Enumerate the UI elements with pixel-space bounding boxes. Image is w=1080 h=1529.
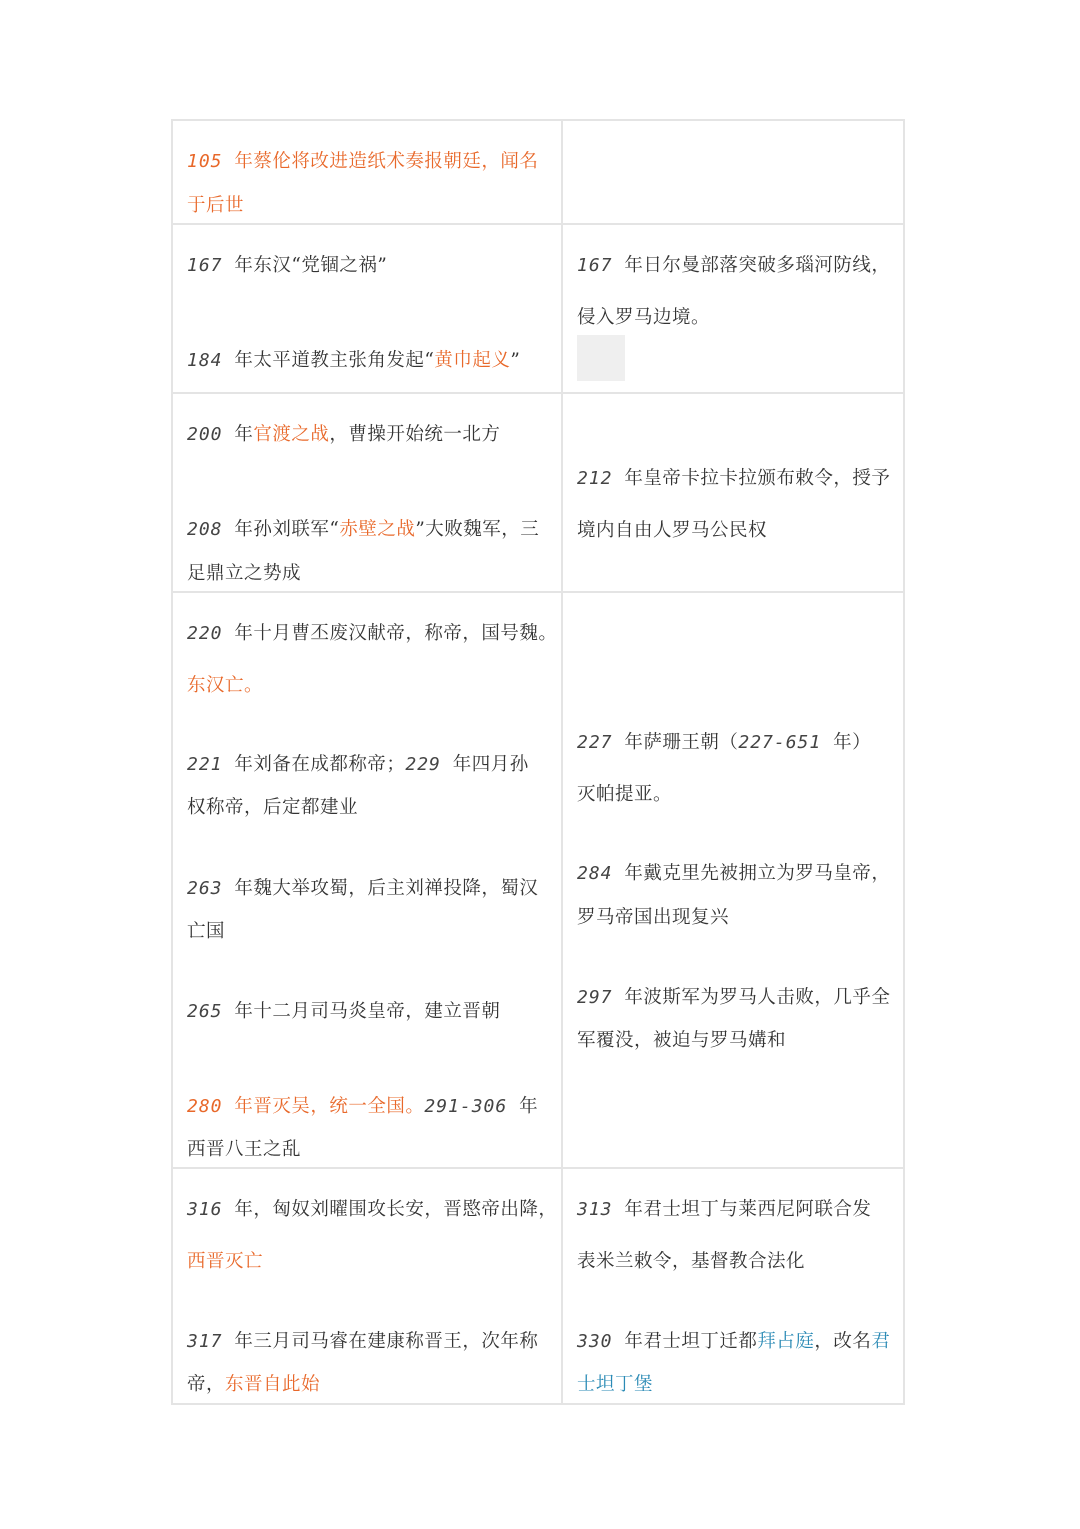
timeline-text: 212 xyxy=(577,468,625,489)
timeline-text: 君 xyxy=(871,1331,891,1352)
timeline-text: 年太平道教主张角发起“ xyxy=(234,350,435,371)
timeline-line xyxy=(187,147,551,173)
timeline-text: 167 xyxy=(187,255,235,276)
timeline-text: ” xyxy=(510,350,521,371)
timeline-line xyxy=(187,619,558,645)
timeline-text: 年东汉“党锢之祸” xyxy=(234,255,388,276)
timeline-line xyxy=(187,917,551,943)
timeline-line xyxy=(577,780,893,806)
timeline-line xyxy=(577,1327,893,1353)
timeline-text: 200 xyxy=(187,424,235,445)
china-cell xyxy=(173,121,563,223)
timeline-text: 229 xyxy=(405,754,453,775)
timeline-text: 年日尔曼部落突破多瑙河防线， xyxy=(624,255,891,276)
timeline-line xyxy=(577,1026,893,1052)
timeline-text: 317 xyxy=(187,1331,235,1352)
timeline-text: 年四月孙 xyxy=(452,754,529,775)
timeline-text: 年萨珊王朝（ xyxy=(624,732,739,753)
timeline-line xyxy=(577,303,893,329)
timeline-text: 184 xyxy=(187,350,235,371)
timeline-line xyxy=(577,516,893,542)
china-cell xyxy=(173,1169,563,1403)
timeline-text: 权称帝，后定都建业 xyxy=(187,797,359,818)
world-cell xyxy=(563,593,903,1167)
timeline-line xyxy=(577,1370,893,1396)
timeline-line xyxy=(187,793,551,819)
timeline-line xyxy=(187,346,551,372)
timeline-text: 赤壁之战 xyxy=(339,519,416,540)
timeline-text: 220 xyxy=(187,623,235,644)
world-cell xyxy=(563,394,903,591)
timeline-text: 足鼎立之势成 xyxy=(187,563,302,584)
timeline-text: 亡国 xyxy=(187,921,226,942)
timeline-line xyxy=(577,251,893,277)
timeline-line xyxy=(187,997,551,1023)
timeline-line xyxy=(577,903,893,929)
timeline-line xyxy=(577,859,893,885)
timeline-line xyxy=(187,1247,551,1273)
timeline-text: 年三月司马睿在建康称晋王，次年称 xyxy=(234,1331,539,1352)
timeline-text: 官渡之战 xyxy=(253,424,330,445)
timeline-text: 拜占庭 xyxy=(757,1331,815,1352)
timeline-text: 东汉亡。 xyxy=(187,675,264,696)
table-row xyxy=(173,121,903,225)
timeline-line xyxy=(577,464,893,490)
china-cell xyxy=(173,225,563,392)
timeline-text: 年皇帝卡拉卡拉颁布敕令，授予 xyxy=(624,468,891,489)
timeline-line xyxy=(187,559,551,585)
timeline-line xyxy=(577,728,893,754)
image-placeholder xyxy=(577,335,625,381)
timeline-line xyxy=(187,420,551,446)
timeline-text: 年君士坦丁与莱西尼阿联合发 xyxy=(624,1199,872,1220)
timeline-text: 227-651 xyxy=(738,732,834,753)
timeline-text: 291-306 xyxy=(424,1096,520,1117)
timeline-text: 境内自由人罗马公民权 xyxy=(577,520,768,541)
timeline-text: ，改名 xyxy=(814,1331,872,1352)
timeline-text: 284 xyxy=(577,863,625,884)
timeline-text: 帝， xyxy=(187,1374,226,1395)
timeline-text: 208 xyxy=(187,519,235,540)
timeline-line xyxy=(577,1247,893,1273)
timeline-text: 105 xyxy=(187,151,235,172)
timeline-line xyxy=(187,671,551,697)
table-row xyxy=(173,394,903,593)
timeline-text: 221 xyxy=(187,754,235,775)
timeline-text: 265 xyxy=(187,1001,235,1022)
timeline-line xyxy=(187,874,551,900)
table-row xyxy=(173,593,903,1169)
timeline-text: 黄巾起义 xyxy=(434,350,511,371)
timeline-text: 西晋八王之乱 xyxy=(187,1139,302,1160)
timeline-text: 263 xyxy=(187,878,235,899)
timeline-line xyxy=(187,1327,551,1353)
timeline-text: 侵入罗马边境。 xyxy=(577,307,711,328)
timeline-text: 年君士坦丁迁都 xyxy=(624,1331,758,1352)
timeline-line xyxy=(187,1092,551,1118)
table-row xyxy=(173,225,903,394)
timeline-text: 313 xyxy=(577,1199,625,1220)
timeline-text: 年魏大举攻蜀，后主刘禅投降，蜀汉 xyxy=(234,878,539,899)
timeline-text: 年晋灭吴，统一全国。 xyxy=(234,1096,425,1117)
world-cell xyxy=(563,1169,903,1403)
world-cell xyxy=(563,121,903,223)
timeline-text: 280 xyxy=(187,1096,235,1117)
china-cell xyxy=(173,593,563,1167)
timeline-text: 罗马帝国出现复兴 xyxy=(577,907,730,928)
timeline-text: 年波斯军为罗马人击败，几乎全 xyxy=(624,987,891,1008)
timeline-text: 东晋自此始 xyxy=(225,1374,321,1395)
timeline-table xyxy=(171,119,905,1405)
timeline-text: 年 xyxy=(519,1096,539,1117)
timeline-text: ”大败魏军，三 xyxy=(415,519,540,540)
timeline-text: 年十月曹丕废汉献帝，称帝，国号魏。 xyxy=(234,623,558,644)
timeline-text: 227 xyxy=(577,732,625,753)
timeline-text: 年 xyxy=(234,424,254,445)
table-row xyxy=(173,1169,903,1403)
timeline-text: 军覆没，被迫与罗马媾和 xyxy=(577,1030,787,1051)
timeline-text: 年十二月司马炎皇帝，建立晋朝 xyxy=(234,1001,501,1022)
timeline-line xyxy=(187,1195,558,1221)
timeline-line xyxy=(187,191,551,217)
timeline-line xyxy=(187,1135,551,1161)
timeline-text: 年） xyxy=(833,732,872,753)
timeline-text: 表米兰敕令，基督教合法化 xyxy=(577,1251,806,1272)
timeline-line xyxy=(187,251,551,277)
china-cell xyxy=(173,394,563,591)
timeline-text: 年蔡伦将改进造纸术奏报朝廷，闻名 xyxy=(234,151,539,172)
timeline-text: 西晋灭亡 xyxy=(187,1251,264,1272)
timeline-text: 年戴克里先被拥立为罗马皇帝， xyxy=(624,863,891,884)
timeline-line xyxy=(187,1370,551,1396)
timeline-text: 灭帕提亚。 xyxy=(577,784,673,805)
timeline-text: 330 xyxy=(577,1331,625,1352)
timeline-text: 297 xyxy=(577,987,625,1008)
timeline-text: 士坦丁堡 xyxy=(577,1374,654,1395)
timeline-text: 年刘备在成都称帝； xyxy=(234,754,406,775)
timeline-line xyxy=(187,515,551,541)
timeline-text: 316 xyxy=(187,1199,235,1220)
timeline-text: 年，匈奴刘曜围攻长安，晋愍帝出降， xyxy=(234,1199,558,1220)
timeline-line xyxy=(577,1195,893,1221)
timeline-text: 于后世 xyxy=(187,195,245,216)
world-cell xyxy=(563,225,903,392)
timeline-text: 年孙刘联军“ xyxy=(234,519,340,540)
timeline-line xyxy=(187,750,551,776)
timeline-text: 167 xyxy=(577,255,625,276)
timeline-text: ，曹操开始统一北方 xyxy=(329,424,501,445)
timeline-line xyxy=(577,983,893,1009)
